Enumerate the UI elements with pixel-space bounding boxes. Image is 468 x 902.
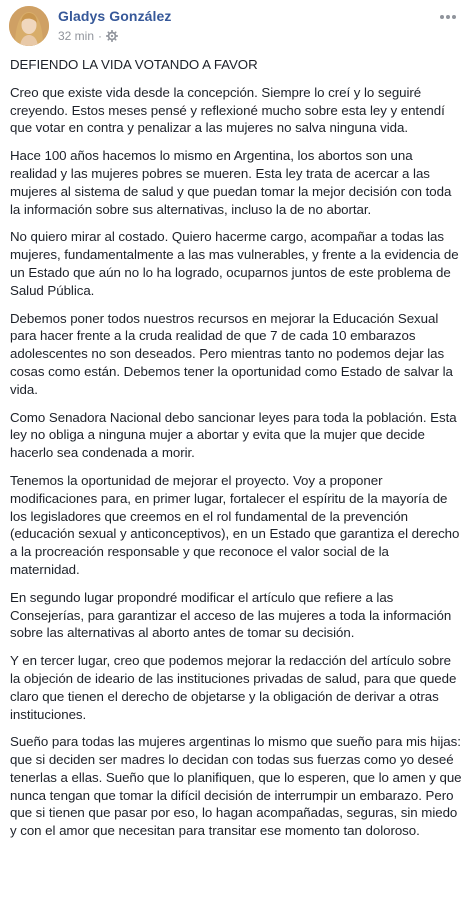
- post-paragraph: Debemos poner todos nuestros recursos en mejorar la Educación Sexual para hacer frente a la cruda realidad de que 7 de cada 10 embarazos adolescentes no son deseados. Pero mientras tanto no podemos dejar las cosas como están. Debemos tener la oportunidad como Estado de salvar la vida.: [10, 310, 453, 397]
- avatar[interactable]: [9, 6, 49, 46]
- author-name[interactable]: Gladys González: [58, 8, 172, 24]
- post-meta: [58, 28, 118, 44]
- avatar-image: [9, 6, 49, 46]
- more-options-icon[interactable]: [438, 12, 458, 22]
- post-paragraph: Tenemos la oportunidad de mejorar el proyecto. Voy a proponer modificaciones para, en primer lugar, fortalecer el espíritu de la mayoría de los legisladores que creemos en el rol fundamental de la prevención (educación sexual y anticonceptivos), en un Estado que garantiza el derecho a la procreación responsable y que reconoce el valor social de la maternidad.: [10, 472, 460, 577]
- post-paragraph: No quiero mirar al costado. Quiero hacerme cargo, acompañar a todas las mujeres, fundamentalmente a las mas vulnerables, y frente a la evidencia de un Estado que aún no lo ha logrado, ocuparnos juntos de este problema de Salud Pública.: [10, 229, 459, 298]
- post-paragraph: Como Senadora Nacional debo sancionar leyes para toda la población. Esta ley no obliga a ninguna mujer a abortar y evita que la mujer que decide hacerlo sea condenada a morir.: [10, 409, 457, 461]
- post-paragraph: Y en tercer lugar, creo que podemos mejorar la redacción del artículo sobre la objeción de ideario de las instituciones privadas de salud, para que quede claro que tienen el derecho de objetarse y la obligación de derivar a otras instituciones.: [10, 653, 457, 722]
- post-paragraph: Sueño para todas las mujeres argentinas lo mismo que sueño para mis hijas: que si deciden ser madres lo decidan con todas sus fuerzas como yo deseé tenerlas a ellas. Sueño que lo planifiquen, que lo esperen, que lo amen y que nunca tengan que tomar la difícil decisión de interrumpir un embarazo. Pero que si tienen que pasar por eso, lo hagan acompañadas, seguras, sin miedo y con el amor que necesitan para transitar ese momento tan doloroso.: [10, 734, 462, 839]
- post-paragraph: Hace 100 años hacemos lo mismo en Argentina, los abortos son una realidad y las mujeres pobres se mueren. Esta ley trata de acercar a las mujeres al sistema de salud y que puedan tomar la mejor decisión con toda la información sobre sus alternativas, incluso la de no abortar.: [10, 148, 452, 217]
- post-paragraph: Creo que existe vida desde la concepción. Siempre lo creí y lo seguiré creyendo. Estos meses pensé y reflexioné mucho sobre esta ley y entendí que votar en contra y penalizar a las mujeres no salva ninguna vida.: [10, 84, 445, 136]
- post-timestamp[interactable]: 32 min: [58, 29, 95, 43]
- post-header: [0, 0, 468, 50]
- post-title: DEFIENDO LA VIDA VOTANDO A FAVOR: [10, 57, 258, 72]
- post-body: [10, 56, 462, 850]
- meta-separator: ·: [98, 29, 103, 43]
- gear-icon[interactable]: [106, 30, 118, 42]
- post-paragraph: En segundo lugar propondré modificar el artículo que refiere a las Consejerías, para garantizar el acceso de las mujeres a toda la información sobre las alternativas al aborto antes de tomar su decisión.: [10, 589, 452, 641]
